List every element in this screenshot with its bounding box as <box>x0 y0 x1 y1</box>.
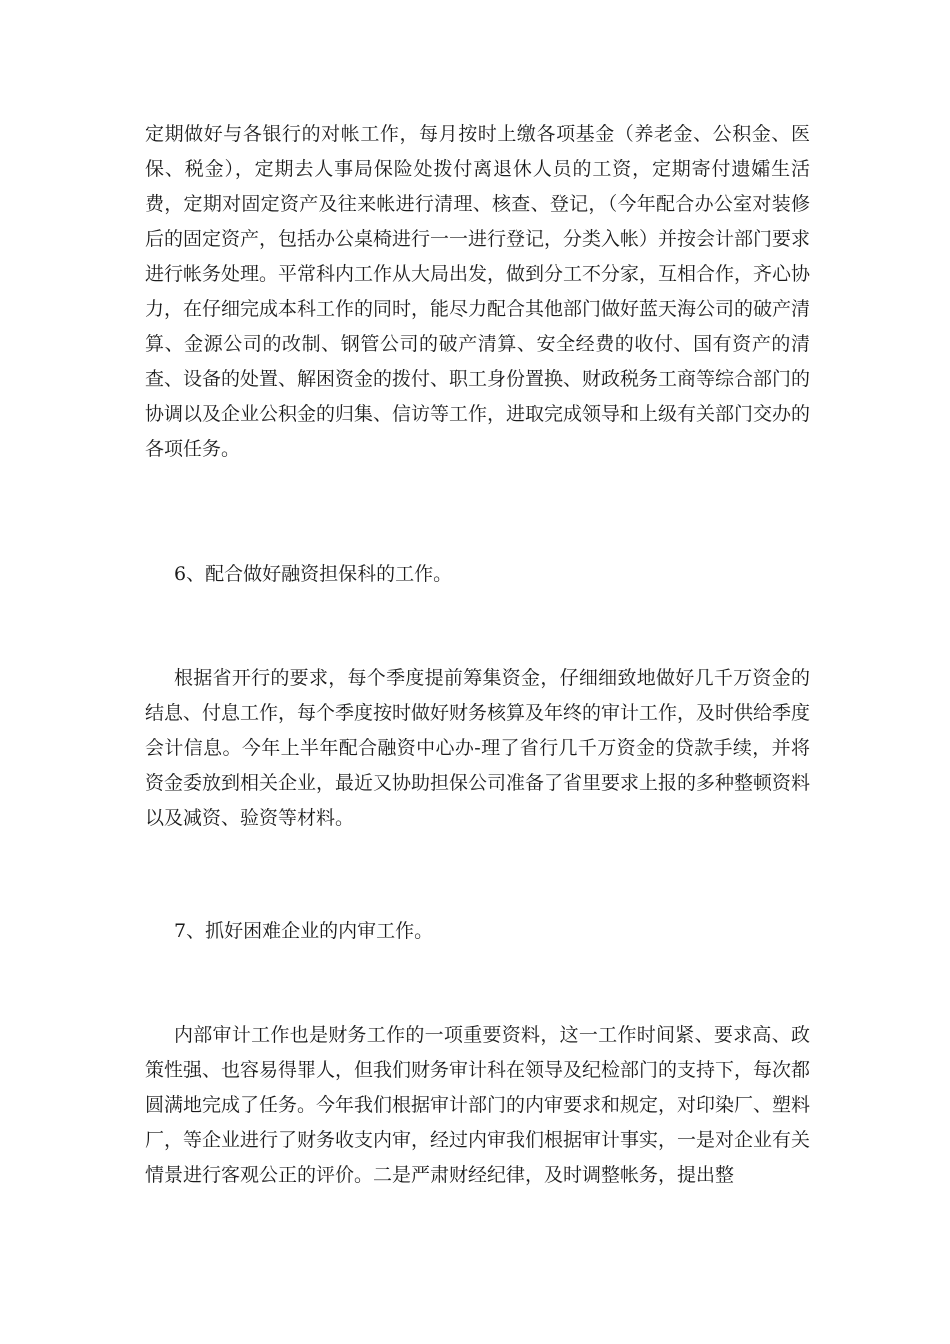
body-paragraph: 定期做好与各银行的对帐工作，每月按时上缴各项基金（养老金、公积金、医保、税金），定期去人事局保险处拨付离退休人员的工资，定期寄付遗孀生活费，定期对固定资产及往来帐进行清理、核查、登记，（今年配合办公室对装修后的固定资产，包括办公桌椅进行一一进行登记，分类入帐）并按会计部门要求进行帐务处理。平常科内工作从大局出发，做到分工不分家，互相合作，齐心协力，在仔细完成本科工作的同时，能尽力配合其他部门做好蓝天海公司的破产清算、金源公司的改制、钢管公司的破产清算、安全经费的收付、国有资产的清查、设备的处置、解困资金的拨付、职工身份置换、财政税务工商等综合部门的协调以及企业公积金的归集、信访等工作，进取完成领导和上级有关部门交办的各项任务。 <box>145 123 811 460</box>
section-heading: 6、配合做好融资担保科的工作。 <box>174 563 453 585</box>
body-paragraph: 内部审计工作也是财务工作的一项重要资料，这一工作时间紧、要求高、政策性强、也容易得罪人，但我们财务审计科在领导及纪检部门的支持下，每次都圆满地完成了任务。今年我们根据审计部门的内审要求和规定，对印染厂、塑料厂，等企业进行了财务收支内审，经过内审我们根据审计事实，一是对企业有关情景进行客观公正的评价。二是严肃财经纪律，及时调整帐务，提出整 <box>145 1024 811 1186</box>
section-heading: 7、抓好困难企业的内审工作。 <box>174 920 434 942</box>
body-paragraph: 根据省开行的要求，每个季度提前筹集资金，仔细细致地做好几千万资金的结息、付息工作，每个季度按时做好财务核算及年终的审计工作，及时供给季度会计信息。今年上半年配合融资中心办-理了省行几千万资金的贷款手续，并将资金委放到相关企业，最近又协助担保公司准备了省里要求上报的多种整顿资料以及减资、验资等材料。 <box>145 667 811 829</box>
